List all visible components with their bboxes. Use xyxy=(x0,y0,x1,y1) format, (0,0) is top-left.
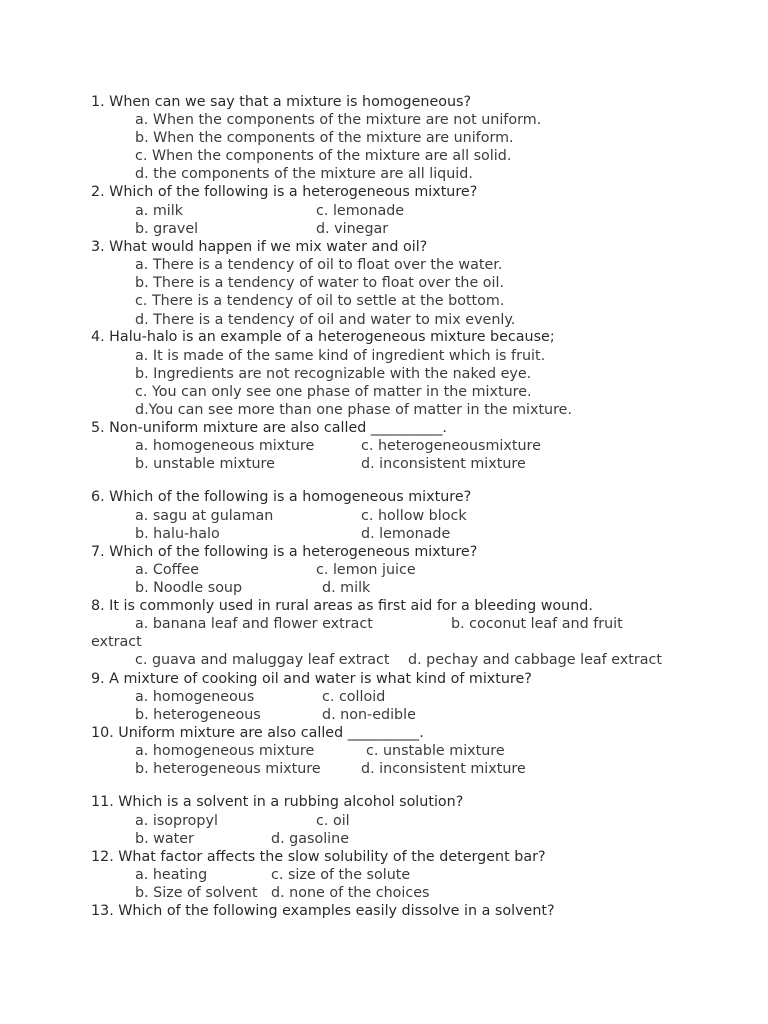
question-9-option-d: d. non-edible xyxy=(322,707,416,723)
question-7-stem: 7. Which of the following is a heterogeneous mixture? xyxy=(91,544,478,560)
question-10-option-a: a. homogeneous mixture xyxy=(135,743,315,759)
question-1-stem: 1. When can we say that a mixture is homogeneous? xyxy=(91,94,472,110)
question-8-option-a: a. banana leaf and flower extract xyxy=(135,616,373,632)
question-11-option-c: c. oil xyxy=(316,813,350,829)
question-11-option-a: a. isopropyl xyxy=(135,813,218,829)
question-8-option-d: d. pechay and cabbage leaf extract xyxy=(408,652,662,668)
question-3-option-b: b. There is a tendency of water to float over the oil. xyxy=(135,275,505,291)
question-12-option-c: c. size of the solute xyxy=(271,867,411,883)
question-6-option-d: d. lemonade xyxy=(361,526,451,542)
question-4-option-b: b. Ingredients are not recognizable with the naked eye. xyxy=(135,366,532,382)
question-4-option-c: c. You can only see one phase of matter in the mixture. xyxy=(135,384,532,400)
question-8-option-b-continued: extract xyxy=(91,634,142,650)
question-4-option-d: d.You can see more than one phase of matter in the mixture. xyxy=(135,402,573,418)
question-5-option-a: a. homogeneous mixture xyxy=(135,438,315,454)
question-2-option-b: b. gravel xyxy=(135,221,199,237)
question-10-option-b: b. heterogeneous mixture xyxy=(135,761,321,777)
question-12-option-a: a. heating xyxy=(135,867,208,883)
question-11-option-b: b. water xyxy=(135,831,194,847)
question-8-stem: 8. It is commonly used in rural areas as first aid for a bleeding wound. xyxy=(91,598,593,614)
question-7-option-a: a. Coffee xyxy=(135,562,200,578)
question-5-stem: 5. Non-uniform mixture are also called __________. xyxy=(91,420,447,436)
question-2-option-d: d. vinegar xyxy=(316,221,389,237)
question-9-option-a: a. homogeneous xyxy=(135,689,255,705)
question-3-option-a: a. There is a tendency of oil to float over the water. xyxy=(135,257,503,273)
question-1-option-b: b. When the components of the mixture are uniform. xyxy=(135,130,514,146)
question-12-option-d: d. none of the choices xyxy=(271,885,430,901)
question-4-stem: 4. Halu-halo is an example of a heterogeneous mixture because; xyxy=(91,329,555,345)
question-10-stem: 10. Uniform mixture are also called __________. xyxy=(91,725,424,741)
question-9-stem: 9. A mixture of cooking oil and water is what kind of mixture? xyxy=(91,671,532,687)
question-3-stem: 3. What would happen if we mix water and oil? xyxy=(91,239,428,255)
question-9-option-b: b. heterogeneous xyxy=(135,707,261,723)
question-2-option-c: c. lemonade xyxy=(316,203,405,219)
question-5-option-b: b. unstable mixture xyxy=(135,456,275,472)
question-12-option-b: b. Size of solvent xyxy=(135,885,258,901)
question-8-option-b: b. coconut leaf and fruit xyxy=(451,616,623,632)
question-7-option-d: d. milk xyxy=(322,580,371,596)
question-2-stem: 2. Which of the following is a heterogeneous mixture? xyxy=(91,184,478,200)
question-6-stem: 6. Which of the following is a homogeneous mixture? xyxy=(91,489,472,505)
question-3-option-d: d. There is a tendency of oil and water to mix evenly. xyxy=(135,312,516,328)
question-1-option-d: d. the components of the mixture are all liquid. xyxy=(135,166,473,182)
question-5-option-d: d. inconsistent mixture xyxy=(361,456,526,472)
question-6-option-b: b. halu-halo xyxy=(135,526,220,542)
question-11-stem: 11. Which is a solvent in a rubbing alcohol solution? xyxy=(91,794,464,810)
question-7-option-b: b. Noodle soup xyxy=(135,580,243,596)
question-7-option-c: c. lemon juice xyxy=(316,562,416,578)
question-11-option-d: d. gasoline xyxy=(271,831,349,847)
question-5-option-c: c. heterogeneousmixture xyxy=(361,438,541,454)
question-1-option-c: c. When the components of the mixture are all solid. xyxy=(135,148,512,164)
question-9-option-c: c. colloid xyxy=(322,689,386,705)
question-8-option-c: c. guava and maluggay leaf extract xyxy=(135,652,390,668)
question-2-option-a: a. milk xyxy=(135,203,184,219)
question-4-option-a: a. It is made of the same kind of ingredient which is fruit. xyxy=(135,348,546,364)
question-3-option-c: c. There is a tendency of oil to settle at the bottom. xyxy=(135,293,505,309)
question-1-option-a: a. When the components of the mixture are not uniform. xyxy=(135,112,542,128)
question-12-stem: 12. What factor affects the slow solubility of the detergent bar? xyxy=(91,849,546,865)
question-13-stem: 13. Which of the following examples easily dissolve in a solvent? xyxy=(91,903,555,919)
question-10-option-d: d. inconsistent mixture xyxy=(361,761,526,777)
question-6-option-a: a. sagu at gulaman xyxy=(135,508,274,524)
question-6-option-c: c. hollow block xyxy=(361,508,467,524)
question-10-option-c: c. unstable mixture xyxy=(366,743,505,759)
